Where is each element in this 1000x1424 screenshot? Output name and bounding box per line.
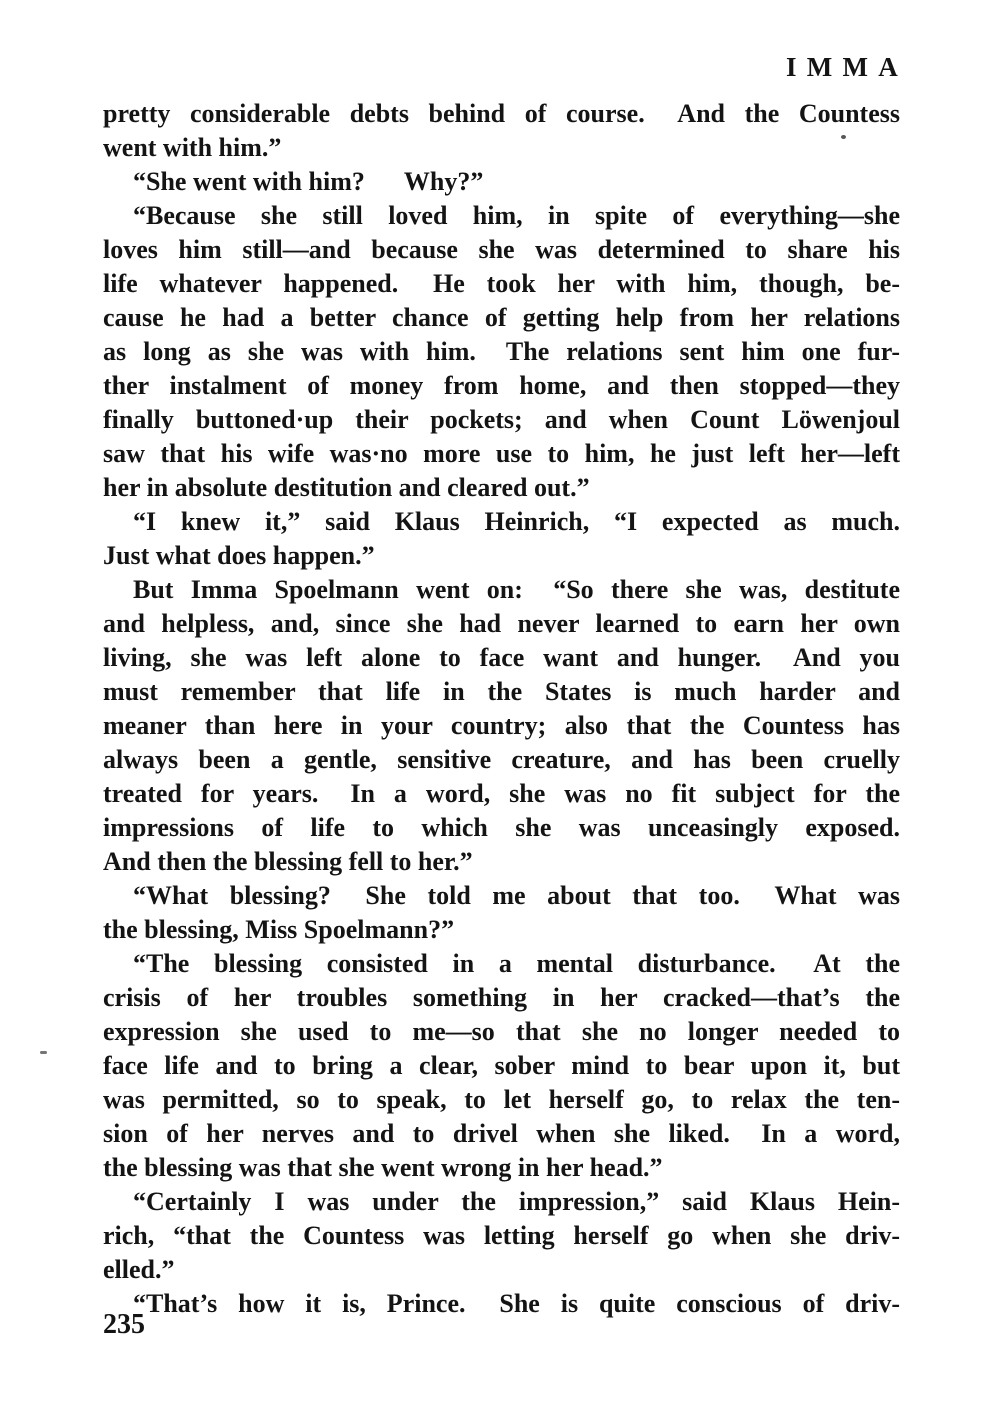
text-line: was permitted, so to speak, to let herself go, to relax the ten- <box>103 1085 900 1114</box>
text-line: elled.” <box>103 1255 175 1284</box>
text-line: Just what does happen.” <box>103 541 375 570</box>
page-number: 235 <box>103 1309 145 1340</box>
text-line: crisis of her troubles something in her cracked—that’s the <box>103 983 900 1012</box>
text-line: expression she used to me—so that she no longer needed to <box>103 1017 900 1046</box>
text-line: “I knew it,” said Klaus Heinrich, “I expected as much. <box>133 507 900 536</box>
text-line: ther instalment of money from home, and then stopped—they <box>103 371 900 400</box>
text-line: And then the blessing fell to her.” <box>103 847 473 876</box>
text-line: “Certainly I was under the impression,” said Klaus Hein- <box>133 1187 900 1216</box>
text-line: living, she was left alone to face want and hunger. And you <box>103 643 900 672</box>
text-line: saw that his wife was·no more use to him, he just left her—left <box>103 439 900 468</box>
text-line: went with him.” <box>103 133 282 162</box>
text-line: “The blessing consisted in a mental disturbance. At the <box>133 949 900 978</box>
text-line: and helpless, and, since she had never learned to earn her own <box>103 609 900 638</box>
text-line: face life and to bring a clear, sober mind to bear upon it, but <box>103 1051 900 1080</box>
text-line: her in absolute destitution and cleared out.” <box>103 473 590 502</box>
text-line: cause he had a better chance of getting help from her relations <box>103 303 900 332</box>
text-line: treated for years. In a word, she was no fit subject for the <box>103 779 900 808</box>
text-line: pretty considerable debts behind of course. And the Countess <box>103 99 900 128</box>
text-line: loves him still—and because she was determined to share his <box>103 235 900 264</box>
text-line: impressions of life to which she was unceasingly exposed. <box>103 813 900 842</box>
text-line: “What blessing? She told me about that too. What was <box>133 881 900 910</box>
text-line: sion of her nerves and to drivel when she liked. In a word, <box>103 1119 900 1148</box>
text-line: finally buttoned·up their pockets; and when Count Löwenjoul <box>103 405 900 434</box>
text-line: “Because she still loved him, in spite of everything—she <box>133 201 900 230</box>
scan-artifact-dash <box>40 1051 47 1054</box>
text-line: always been a gentle, sensitive creature, and has been cruelly <box>103 745 900 774</box>
text-line: must remember that life in the States is much harder and <box>103 677 900 706</box>
text-line: as long as she was with him. The relations sent him one fur- <box>103 337 900 366</box>
text-line: the blessing was that she went wrong in her head.” <box>103 1153 663 1182</box>
text-block <box>103 97 900 1321</box>
text-line: life whatever happened. He took her with him, though, be- <box>103 269 900 298</box>
text-line: rich, “that the Countess was letting herself go when she driv- <box>103 1221 900 1250</box>
text-line: meaner than here in your country; also that the Countess has <box>103 711 900 740</box>
text-line: “She went with him? Why?” <box>133 167 484 196</box>
text-line: But Imma Spoelmann went on: “So there she was, destitute <box>133 575 900 604</box>
text-line: the blessing, Miss Spoelmann?” <box>103 915 455 944</box>
text-line: “That’s how it is, Prince. She is quite conscious of driv- <box>133 1289 900 1318</box>
running-head: IMMA <box>785 52 908 82</box>
